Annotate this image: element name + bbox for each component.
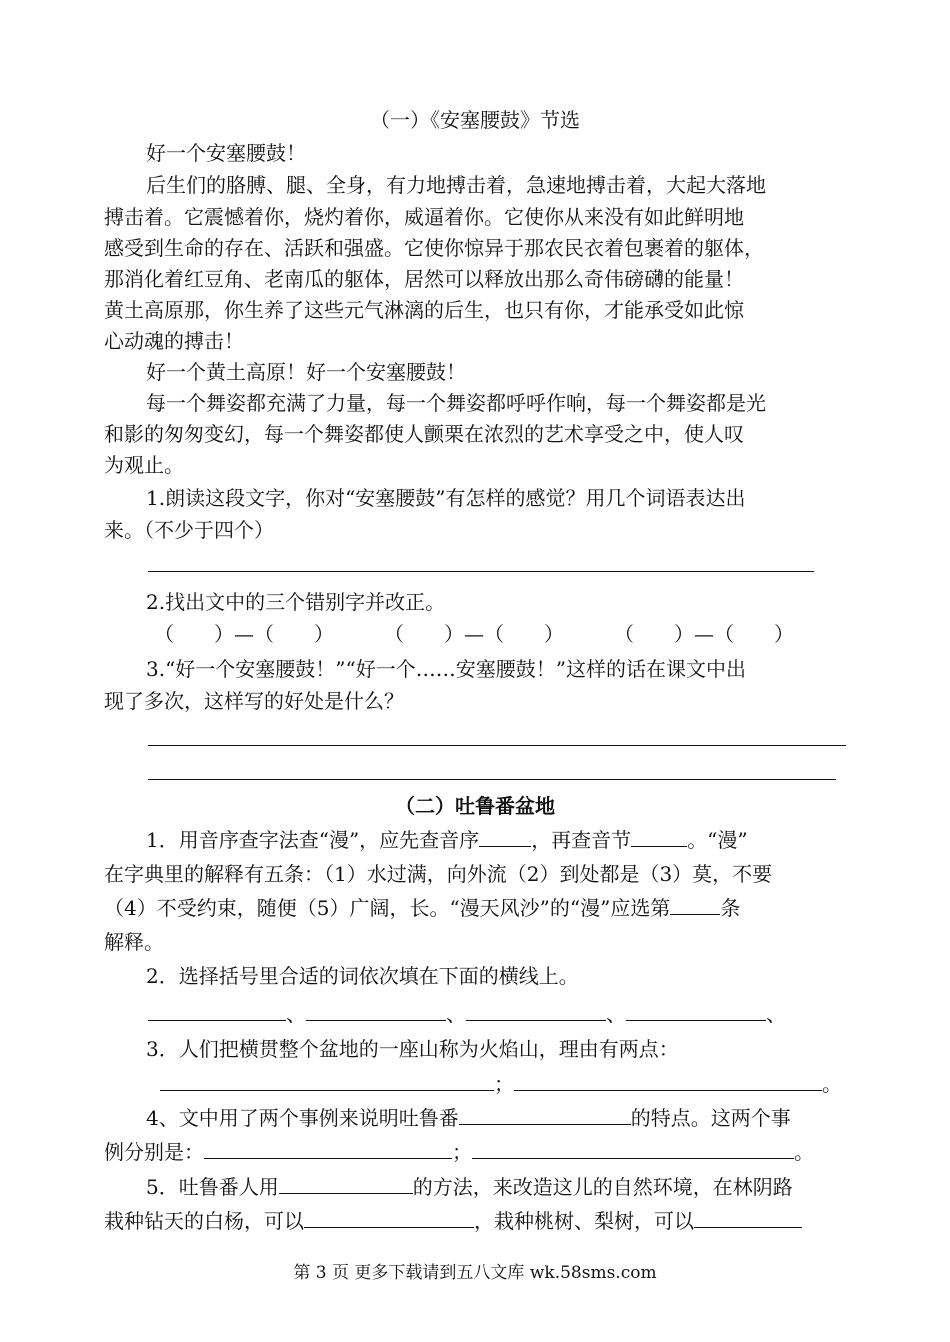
passage-line: 感受到生命的存在、活跃和强盛。它使你惊异于那农民衣着包裹着的躯体， [104,236,764,260]
passage-line: 好一个黄土高原！好一个安塞腰鼓！ [146,360,466,384]
section2-title: （二）吐鲁番盆地 [395,794,555,818]
passage-line: 每一个舞姿都充满了力量，每一个舞姿都呼呼作响，每一个舞姿都是光 [146,391,766,415]
answer-line[interactable] [148,779,836,780]
s2-question-1-line-3: （4）不受约束，随便（5）广阔，长。“漫天风沙”的“漫”应选第 条 [104,896,741,920]
blank[interactable] [670,896,720,915]
s2-question-5-line-2: 栽种钻天的白杨，可以 ，栽种桃树、梨树，可以 [104,1209,802,1233]
question-3-line-1: 3.“好一个安塞腰鼓！”“好一个……安塞腰鼓！”这样的话在课文中出 [146,657,746,681]
section1-title: （一）《安塞腰鼓》节选 [370,108,580,132]
passage-line: 搏击着。它震憾着你，烧灼着你，威逼着你。它使你从来没有如此鲜明地 [104,205,744,229]
s2-question-2: 2．选择括号里合适的词依次填在下面的横线上。 [146,964,579,988]
blank[interactable] [306,1002,446,1021]
blank[interactable] [479,828,531,847]
answer-line[interactable] [148,745,846,746]
passage-line: 心动魂的搏击！ [104,329,244,353]
question-3-line-2: 现了多次，这样写的好处是什么？ [104,689,404,713]
question-1-line-2: 来。（不少于四个） [104,518,274,542]
blank[interactable] [304,1209,474,1228]
blank[interactable] [626,1002,766,1021]
correction-pair[interactable]: （ ）—（ ） [384,622,564,646]
passage-line: 后生们的胳膊、腿、全身，有力地搏击着，急速地搏击着，大起大落地 [146,173,766,197]
blank[interactable] [631,828,687,847]
page-footer: 第 3 页 更多下载请到五八文库 wk.58sms.com [293,1263,657,1283]
question-2: 2.找出文中的三个错别字并改正。 [146,590,446,614]
blank[interactable] [472,1140,794,1159]
s2-question-5-line-1: 5．吐鲁番人用 的方法，来改造这儿的自然环境，在林阴路 [146,1175,793,1199]
passage-line: 为观止。 [104,453,184,477]
s2-question-4-line-1: 4、文中用了两个事例来说明吐鲁番 的特点。这两个事 [146,1106,791,1130]
passage-line: 那消化着红豆角、老南瓜的躯体，居然可以释放出那么奇伟磅礴的能量！ [104,267,744,291]
blank[interactable] [514,1072,822,1091]
blank[interactable] [694,1209,802,1228]
blank[interactable] [148,1002,286,1021]
s2-question-1-line-2: 在字典里的解释有五条：（1）水过满，向外流（2）到处都是（3）莫，不要 [104,862,773,886]
correction-pair[interactable]: （ ）—（ ） [614,622,794,646]
answer-line[interactable] [148,571,814,572]
passage-line: 好一个安塞腰鼓！ [146,141,306,165]
s2-question-2-blanks: 、 、 、 、 [148,1002,786,1026]
s2-question-3: 3．人们把横贯整个盆地的一座山称为火焰山，理由有两点： [146,1037,679,1061]
blank[interactable] [466,1002,606,1021]
s2-question-3-blanks: ； 。 [160,1072,842,1096]
blank[interactable] [459,1106,631,1125]
question-1-line-1: 1.朗读这段文字，你对“安塞腰鼓”有怎样的感觉？用几个词语表达出 [146,486,746,510]
correction-pair[interactable]: （ ）—（ ） [154,622,334,646]
blank[interactable] [279,1175,413,1194]
blank[interactable] [204,1140,452,1159]
s2-question-1-line-1: 1．用音序查字法查“漫”，应先查音序 ，再查音节 。“漫” [146,828,748,852]
s2-question-1-line-4: 解释。 [104,930,164,954]
blank[interactable] [160,1072,494,1091]
passage-line: 黄土高原那，你生养了这些元气淋漓的后生，也只有你，才能承受如此惊 [104,298,744,322]
s2-question-4-line-2: 例分别是： ； 。 [104,1140,814,1164]
passage-line: 和影的匆匆变幻，每一个舞姿都使人颤栗在浓烈的艺术享受之中，使人叹 [104,422,744,446]
